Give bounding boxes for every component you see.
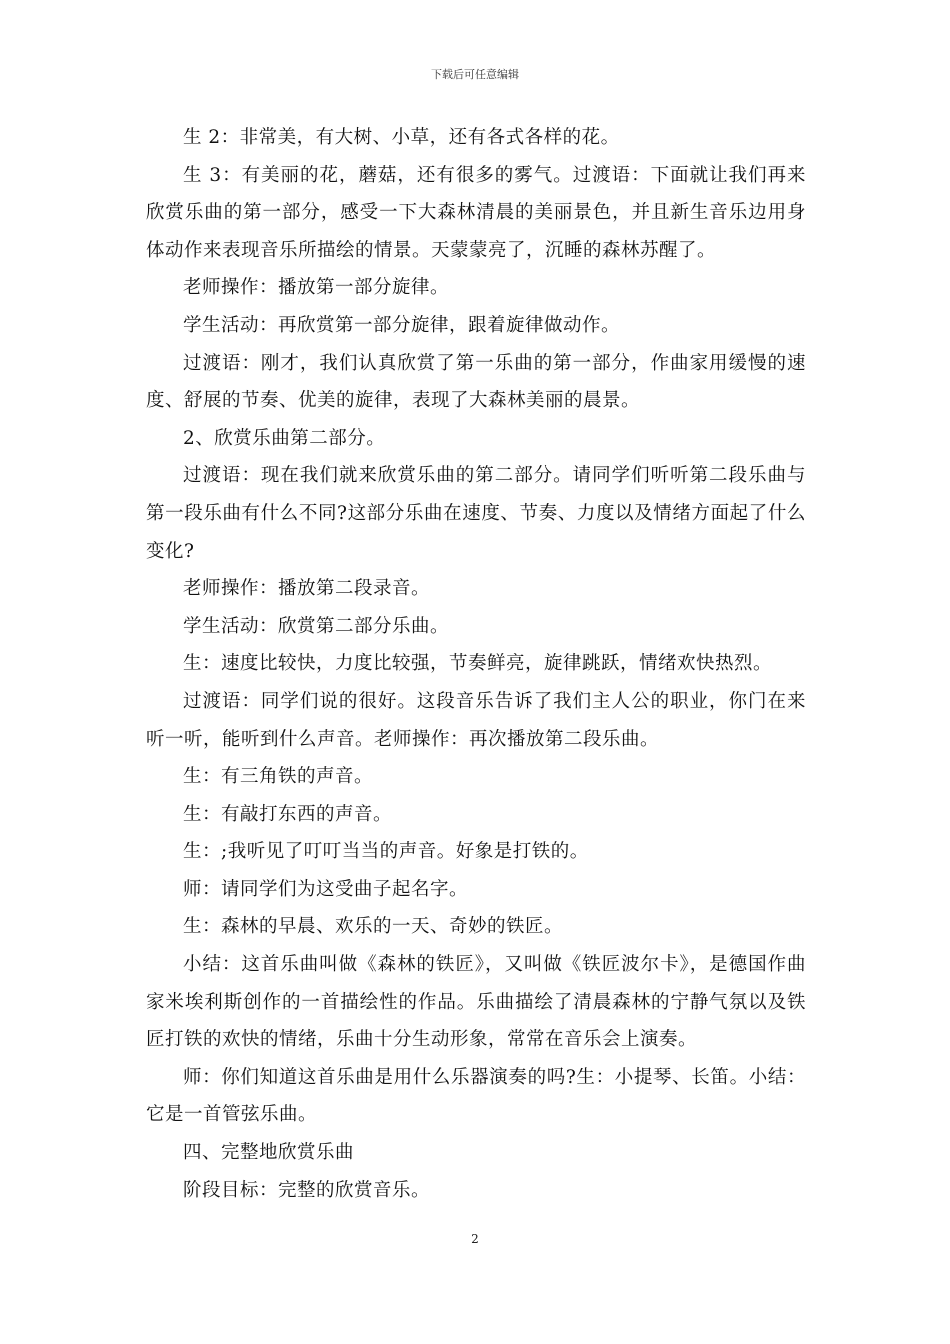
paragraph: 学生活动：欣赏第二部分乐曲。 [183,615,450,637]
paragraph: 生：速度比较快，力度比较强，节奏鲜亮，旋律跳跃，情绪欢快热烈。 [183,653,773,675]
paragraph: 生：森林的早晨、欢乐的一天、奇妙的铁匠。 [183,916,564,938]
paragraph: 过渡语：同学们说的很好。这段音乐告诉了我们主人公的职业，你门在来听一听，能听到什么声音。老师操作：再次播放第二段乐曲。 [146,690,806,750]
paragraph: 小结：这首乐曲叫做《森林的铁匠》，又叫做《铁匠波尔卡》，是德国作曲家米埃利斯创作的一首描绘性的作品。乐曲描绘了清晨森林的宁静气氛以及铁匠打铁的欢快的情绪，乐曲十分生动形象，常常在音乐会上演奏。 [146,954,806,1051]
paragraph: 老师操作：播放第二段录音。 [183,578,431,600]
paragraph: 学生活动：再欣赏第一部分旋律，跟着旋律做动作。 [183,314,621,336]
paragraph: 师：你们知道这首乐曲是用什么乐器演奏的吗?生：小提琴、长笛。小结：它是一首管弦乐曲。 [146,1066,806,1126]
paragraph: 生：有三角铁的声音。 [183,766,374,788]
section-heading: 四、完整地欣赏乐曲 [183,1142,355,1164]
page-number: 2 [471,1232,479,1246]
paragraph: 生 2：非常美，有大树、小草，还有各式各样的花。 [183,127,620,148]
paragraph: 生：有敲打东西的声音。 [183,803,393,825]
paragraph: 过渡语：刚才，我们认真欣赏了第一乐曲的第一部分，作曲家用缓慢的速度、舒展的节奏、优美的旋律，表现了大森林美丽的晨景。 [146,352,806,412]
page-header-note: 下载后可任意编辑 [431,68,519,81]
document-body [146,119,806,1209]
paragraph: 生：;我听见了叮叮当当的声音。好象是打铁的。 [183,841,589,863]
paragraph: 过渡语：现在我们就来欣赏乐曲的第二部分。请同学们听听第二段乐曲与第一段乐曲有什么不同?这部分乐曲在速度、节奏、力度以及情绪方面起了什么变化? [146,465,806,562]
paragraph: 老师操作：播放第一部分旋律。 [183,277,450,299]
paragraph: 2、欣赏乐曲第二部分。 [183,427,386,449]
paragraph: 生 3：有美丽的花，蘑菇，还有很多的雾气。过渡语：下面就让我们再来欣赏乐曲的第一部分，感受一下大森林清晨的美丽景色，并且新生音乐边用身体动作来表现音乐所描绘的情景。天蒙蒙亮了，沉睡的森林苏醒了。 [146,164,806,261]
paragraph: 阶段目标：完整的欣赏音乐。 [183,1179,431,1201]
paragraph: 师：请同学们为这受曲子起名字。 [183,878,469,900]
